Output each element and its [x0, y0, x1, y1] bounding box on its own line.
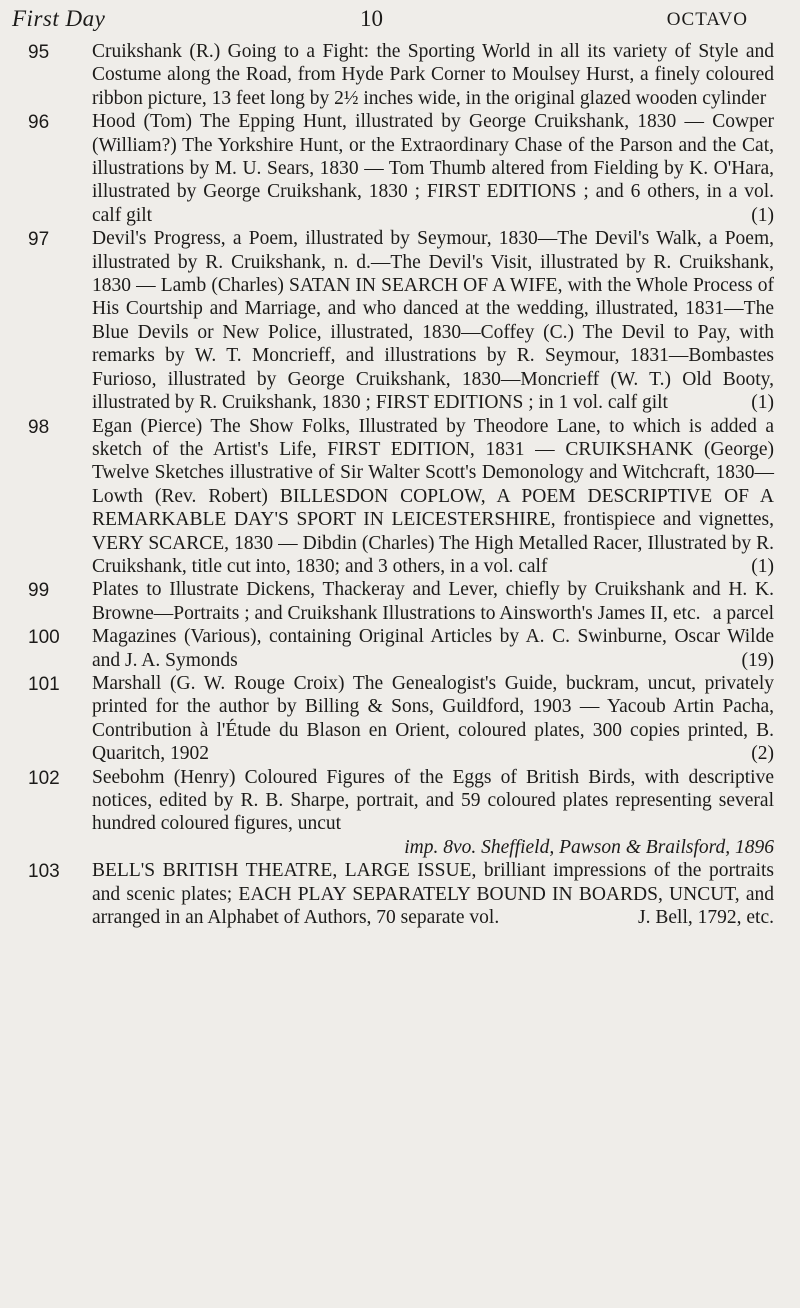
page-number: 10 — [360, 6, 383, 31]
lot-number: 100 — [28, 627, 60, 649]
lot-description — [92, 672, 774, 766]
lot-entry — [0, 415, 800, 579]
lot-description — [92, 40, 774, 110]
lot-description-text: Marshall (G. W. Rouge Croix) The Genealogist's Guide, buckram, uncut, privately printed for the author by Billing & Sons, Guildford, 1903 — Yacoub Artin Pacha, Contribution à l'Étude du Blason en Orient, coloured plates, 300 copies printed, B. Quaritch, 1902 — [92, 672, 774, 765]
lot-imprint: imp. 8vo. Sheffield, Pawson & Brailsford, 1896 — [404, 836, 774, 858]
lot-description — [92, 578, 774, 625]
lot-description — [92, 110, 774, 227]
lot-number: 103 — [28, 861, 60, 883]
lot-list — [0, 40, 800, 929]
lot-quantity: (1) — [751, 392, 774, 414]
lot-quantity: (1) — [751, 555, 774, 577]
lot-entry — [0, 625, 800, 672]
lot-description-text: Egan (Pierce) The Show Folks, Illustrated by Theodore Lane, to which is added a sketch of the Artist's Life, FIRST EDITION, 1831 — CRUIKSHANK (George) Twelve Sketches illustrative of Sir Walter Scott's Demonology and Witchcraft, 1830—Lowth (Rev. Robert) BILLESDON COPLOW, A POEM DESCRIPTIVE OF A REMARKABLE DAY'S SPORT IN LEICESTERSHIRE, frontispiece and vignettes, VERY SCARCE, 1830 — Dibdin (Charles) The High Metalled Racer, Illustrated by R. Cruikshank, title cut into, 1830; and 3 others, in a vol. calf — [92, 415, 774, 577]
lot-entry — [0, 859, 800, 929]
lot-description — [92, 227, 774, 414]
page-header — [0, 6, 800, 36]
lot-description-text: Cruikshank (R.) Going to a Fight: the Sporting World in all its variety of Style and Costume along the Road, from Hyde Park Corner to Moulsey Hurst, a finely coloured ribbon picture, 13 feet long by 2½ inches wide, in the original glazed wooden cylinder — [92, 41, 774, 109]
lot-description-text: Devil's Progress, a Poem, illustrated by Seymour, 1830—The Devil's Walk, a Poem, illustrated by R. Cruikshank, n. d.—The Devil's Visit, illustrated by R. Cruikshank, 1830 — Lamb (Charles) SATAN IN SEARCH OF A WIFE, with the Whole Process of His Courtship and Marriage, and who danced at the wedding, illustrated, 1831—The Blue Devils or New Police, illustrated, 1830—Coffey (C.) The Devil to Pay, with remarks by W. T. Moncrieff, and illustrations by R. Seymour, 1831—Bombastes Furioso, illustrated by George Cruikshank, 1830—Moncrieff (W. T.) Old Booty, illustrated by R. Cruikshank, 1830 ; FIRST EDITIONS ; in 1 vol. calf gilt — [92, 228, 774, 414]
lot-number: 102 — [28, 767, 60, 789]
lot-entry — [0, 227, 800, 414]
lot-quantity: J. Bell, 1792, etc. — [638, 907, 774, 929]
lot-description — [92, 766, 774, 860]
lot-description — [92, 625, 774, 672]
lot-description-text: Seebohm (Henry) Coloured Figures of the Eggs of British Birds, with descriptive notices, edited by R. B. Sharpe, portrait, and 59 coloured plates representing several hundred coloured figures, uncut — [92, 766, 774, 835]
lot-description — [92, 859, 774, 929]
lot-entry — [0, 40, 800, 110]
lot-description-text: Magazines (Various), containing Original Articles by A. C. Swinburne, Oscar Wilde and J. A. Symonds — [92, 626, 774, 671]
lot-quantity: (2) — [751, 743, 774, 765]
lot-entry — [0, 578, 800, 625]
lot-number: 98 — [28, 416, 50, 438]
lot-description-text: Hood (Tom) The Epping Hunt, illustrated by George Cruikshank, 1830 — Cowper (William?) The Yorkshire Hunt, or the Extraordinary Chase of the Parson and the Cat, illustrations by M. U. Sears, 1830 — Tom Thumb altered from Fielding by K. O'Hara, illustrated by George Cruikshank, 1830 ; FIRST EDITIONS ; and 6 others, in a vol. calf gilt — [92, 111, 774, 226]
lot-entry — [0, 110, 800, 227]
lot-description-text: Plates to Illustrate Dickens, Thackeray and Lever, chiefly by Cruikshank and H. K. Browne—Portraits ; and Cruikshank Illustrations to Ainsworth's James II, etc. — [92, 579, 774, 624]
header-section: OCTAVO — [666, 9, 748, 30]
lot-description — [92, 415, 774, 579]
header-day: First Day — [12, 6, 106, 31]
lot-entry — [0, 766, 800, 860]
lot-number: 99 — [28, 580, 50, 602]
lot-number: 101 — [28, 673, 60, 695]
lot-number: 96 — [28, 112, 50, 134]
lot-description-text: BELL'S BRITISH THEATRE, LARGE ISSUE, brilliant impressions of the portraits and scenic plates; EACH PLAY SEPARATELY BOUND IN BOARDS, UNCUT, and arranged in an Alphabet of Authors, 70 separate vol. — [92, 860, 774, 929]
lot-quantity: (1) — [751, 204, 774, 226]
lot-entry — [0, 672, 800, 766]
lot-quantity: (19) — [741, 649, 774, 671]
lot-number: 97 — [28, 229, 50, 251]
lot-number: 95 — [28, 42, 50, 63]
lot-quantity: a parcel — [712, 602, 774, 624]
